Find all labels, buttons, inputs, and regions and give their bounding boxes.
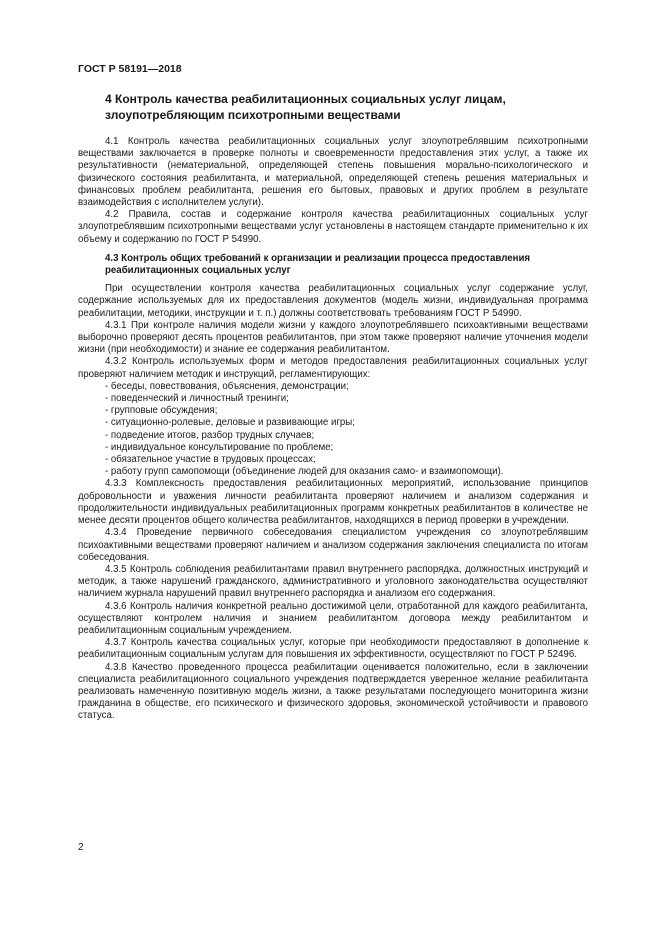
paragraph-4-2: 4.2 Правила, состав и содержание контроля качества реабилитационных социальных услуг злоупотреблявшим психотропными веществами услуг установлены в настоящем стандарте применительно к их объему и содержанию по ГОСТ Р 54990. (78, 209, 588, 245)
list-item: - групповые обсуждения; (105, 405, 218, 417)
paragraph-4-1: 4.1 Контроль качества реабилитационных социальных услуг злоупотреблявшим психотропными веществами заключается в проверке полноты и своевременности предоставления этих услуг, а также их результативности (нематериальной, определяющей степень повышения морально-психологического и физического состояния реабилитанта, и материальной, определяющей степень решения материальных и финансовых проблем реабилитанта, решения его бытовых, правовых и других проблем в результате взаимодействия с исполнителем услуги). (78, 136, 588, 209)
paragraph-4-3-3: 4.3.3 Комплексность предоставления реабилитационных мероприятий, использование принципов добровольности и уважения личности реабилитанта проверяют наличием и анализом содержания и продолжительности индивидуальных реабилитационных программ конкретных реабилитантов в количестве не менее десяти процентов общего количества реабилитантов, находящихся в период проверки в учреждении. (78, 478, 588, 527)
paragraph-4-3-4: 4.3.4 Проведение первичного собеседования специалистом учреждения со злоупотреблявшим психоактивными веществами проверяют наличием и анализом содержания заключения специалиста по итогам собеседования. (78, 527, 588, 563)
list-item: - поведенческий и личностный тренинги; (105, 393, 289, 405)
paragraph-4-3-1: 4.3.1 При контроле наличия модели жизни у каждого злоупотреблявшего психоактивными веществами выборочно проверяют десять процентов реабилитантов, при этом также проверяют наличие уточнения модели жизни (при необходимости) и знание ее содержания реабилитантом. (78, 319, 588, 356)
paragraph-4-3-7: 4.3.7 Контроль качества социальных услуг, которые при необходимости предоставляют в дополнение к реабилитационным социальным услугам для повышения их эффективности, осуществляют по ГОСТ Р 52496. (78, 637, 588, 661)
list-item: - беседы, повествования, объяснения, демонстрации; (105, 380, 349, 392)
paragraph-4-3-8: 4.3.8 Качество проведенного процесса реабилитации оценивается положительно, если в заключении специалиста реабилитационного социального учреждения подтверждается уверенное желание реабилитанта реализовать намеченную позитивную модель жизни, а также результатами последующего мониторинга жизни гражданина в обществе, его психического и физического здоровья, экономической устойчивости и правового статуса. (78, 661, 588, 722)
paragraph-4-3-5: 4.3.5 Контроль соблюдения реабилитантами правил внутреннего распорядка, должностных инструкций и методик, а также нарушений гражданского, административного и уголовного законодательства осуществляют наличием журнала нарушений правил внутреннего распорядка и анализом его содержания. (78, 563, 588, 600)
page-content (78, 92, 588, 723)
paragraph-4-3-2: 4.3.2 Контроль используемых форм и методов предоставления реабилитационных социальных услуг проверяют наличием методик и инструкций, регламентирующих: (78, 356, 588, 380)
list-item: - индивидуальное консультирование по проблеме; (105, 441, 334, 453)
page-number: 2 (78, 842, 84, 853)
standard-code-header: ГОСТ Р 58191—2018 (78, 63, 182, 75)
list-item: - работу групп самопомощи (объединение людей для оказания само- и взаимопомощи). (105, 466, 504, 478)
list-item: - ситуационно-ролевые, деловые и развивающие игры; (105, 417, 355, 429)
section-title: 4 Контроль качества реабилитационных социальных услуг лицам, злоупотребляющим психотропными веществами (105, 92, 506, 122)
paragraph-4-3-6: 4.3.6 Контроль наличия конкретной реально достижимой цели, отработанной для каждого реабилитанта, осуществляют контролем наличия и знанием реабилитантом договора между реабилитантом и реабилитационным социальным учреждением. (78, 600, 588, 636)
paragraph-4-3-intro: При осуществлении контроля качества реабилитационных социальных услуг содержание услуг, содержание используемых для их предоставления документов (модель жизни, индивидуальная программа реабилитации, методики, инструкции и т. п.) должны соответствовать требованиям ГОСТ Р 54990. (78, 283, 588, 319)
subsection-title: 4.3 Контроль общих требований к организации и реализации процесса предоставления реабилитационных социальных услуг (105, 252, 531, 277)
list-item: - обязательное участие в трудовых процессах; (105, 454, 316, 466)
list-item: - подведение итогов, разбор трудных случаев; (105, 429, 315, 441)
